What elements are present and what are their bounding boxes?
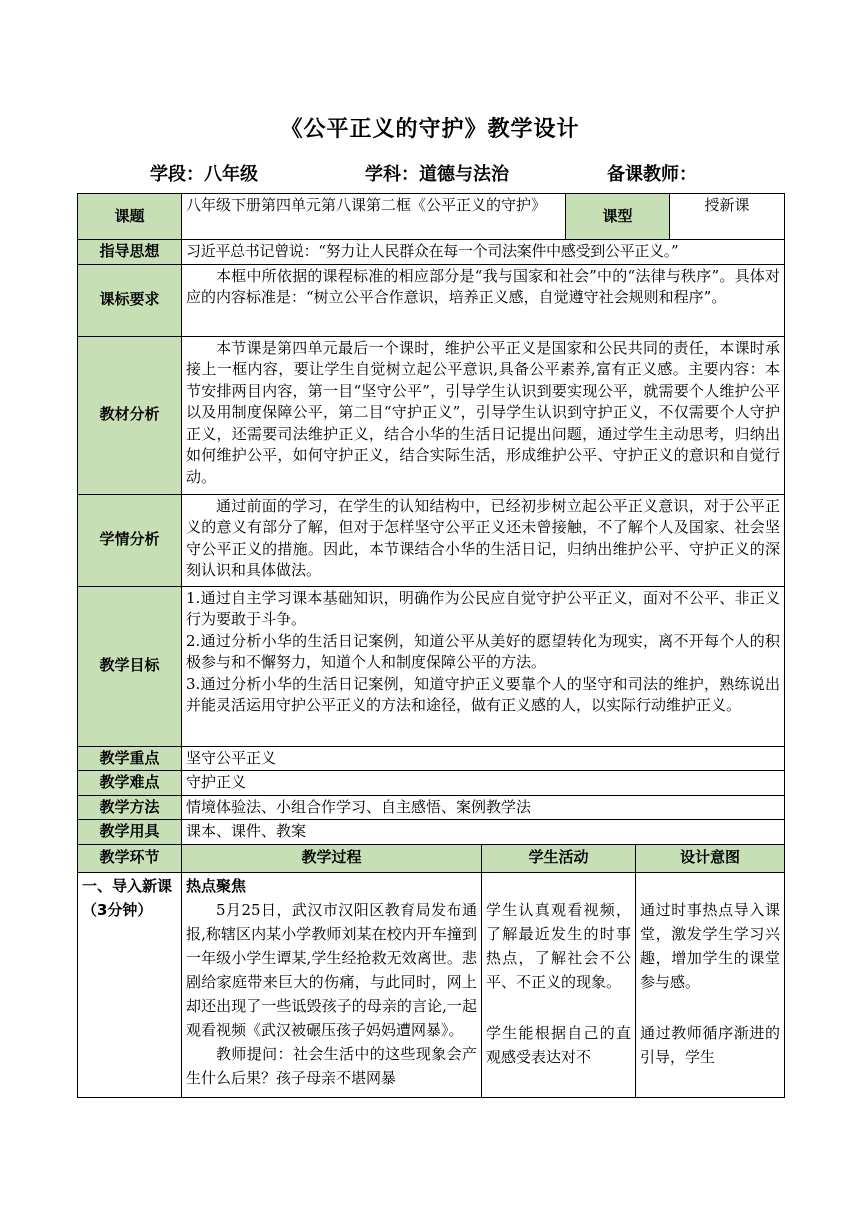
intent-header: 设计意图 [636,844,785,872]
difficulty-label: 教学难点 [78,771,182,796]
goal-item: 2.通过分析小华的生活日记案例，知道公平从美好的愿望转化为现实，离不开每个人的积极参与和不懈努力，知道个人和制度保障公平的方法。 [186,631,781,671]
key-value: 坚守公平正义 [182,746,785,771]
row-intro [78,872,785,1097]
row-tools [78,820,785,845]
method-value: 情境体验法、小组合作学习、自主感悟、案例教学法 [182,795,785,820]
intro-para-1: 5月25日，武汉市汉阳区教育局发布通报,称辖区内某小学教师刘某在校内开车撞到一年级小学生谭某,学生经抢救无效离世。悲剧给家庭带来巨大的伤痛，与此同时，网上却还出现了一些诋毁孩子的母亲的言论,一起观看视频《武汉被碾压孩子妈妈遭网暴》。 [186,900,477,1039]
lesson-plan-table [77,193,785,1098]
row-learner [78,494,785,586]
intro-intent [636,872,785,1097]
goals-value [182,586,785,746]
intro-process [182,872,482,1097]
goal-item: 1.通过自主学习课本基础知识，明确作为公民应自觉守护公平正义，面对不公平、非正义行为要敢于斗争。 [186,588,781,628]
standard-value [182,264,785,336]
tools-label: 教学用具 [78,820,182,845]
intro-activity-2: 学生能根据自己的直观感受表达对不 [486,1023,632,1066]
intro-activity [482,872,636,1097]
topic-label: 课题 [78,194,182,240]
material-text: 本节课是第四单元最后一个课时，维护公平正义是国家和公民共同的责任，本课时承接上一框内容，要让学生自觉树立起公平意识,具备公平素养,富有正义感。主要内容：本节安排两目内容，第一目“坚守公平”，引导学生认识到要实现公平，就需要个人维护公平以及用制度保障公平，第二目“守护正义”，引导学生认识到守护正义，不仅需要个人守护正义，还需要司法维护正义，结合小华的生活日记提出问题，通过学生主动思考，归纳出如何维护公平，如何守护正义，结合实际生活，形成维护公平、守护正义的意识和自觉行动。 [186,338,781,486]
row-process-header [78,844,785,872]
difficulty-value: 守护正义 [182,771,785,796]
row-key [78,746,785,771]
row-standard [78,264,785,336]
material-label: 教材分析 [78,336,182,494]
tools-value: 课本、课件、教案 [182,820,785,845]
subject-field: 学科：道德与法治 [365,164,509,185]
intro-activity-1: 学生认真观看视频，了解最近发生的时事热点，了解社会不公平、不正义的现象。 [486,900,632,991]
stage-field: 学段：八年级 [150,164,258,185]
stage-header: 教学环节 [78,844,182,872]
guiding-label: 指导思想 [78,240,182,265]
document-title: 《公平正义的守护》教学设计 [280,117,580,142]
row-guiding [78,240,785,265]
learner-text: 通过前面的学习，在学生的认知结构中，已经初步树立起公平正义意识，对于公平正义的意义有部分了解，但对于怎样坚守公平正义还未曾接触，不了解个人及国家、社会坚守公平正义的措施。因此，本节课结合小华的生活日记，归纳出维护公平、守护正义的深刻认识和具体做法。 [186,496,781,579]
row-method [78,795,785,820]
row-goals [78,586,785,746]
topic-value: 八年级下册第四单元第八课第二框《公平正义的守护》 [182,194,566,240]
intro-intent-1: 通过时事热点导入课堂，激发学生学习兴趣，增加学生的课堂参与感。 [640,900,781,991]
type-value: 授新课 [670,194,785,240]
intro-heading: 热点聚焦 [186,876,247,895]
process-header: 教学过程 [182,844,482,872]
row-difficulty [78,771,785,796]
activity-header: 学生活动 [482,844,636,872]
standard-text: 本框中所依据的课程标准的相应部分是“我与国家和社会”中的“法律与秩序”。具体对应的内容标准是：“树立公平合作意识，培养正义感，自觉遵守社会规则和程序”。 [186,266,781,306]
goals-label: 教学目标 [78,586,182,746]
method-label: 教学方法 [78,795,182,820]
standard-label: 课标要求 [78,264,182,336]
learner-value [182,494,785,586]
teacher-field: 备课教师： [607,164,697,185]
intro-intent-2: 通过教师循序渐进的引导，学生 [640,1023,781,1066]
type-label: 课型 [566,194,670,240]
learner-label: 学情分析 [78,494,182,586]
goal-item: 3.通过分析小华的生活日记案例，知道守护正义要靠个人的坚守和司法的维护，熟练说出并能灵活运用守护公平正义的方法和途径，做有正义感的人，以实际行动维护正义。 [186,674,781,714]
intro-para-2: 教师提问：社会生活中的这些现象会产生什么后果？孩子母亲不堪网暴 [186,1044,477,1087]
intro-stage: 一、导入新课（3分钟） [78,872,182,1097]
key-label: 教学重点 [78,746,182,771]
row-material [78,336,785,494]
material-value [182,336,785,494]
row-topic [78,194,785,240]
guiding-value: 习近平总书记曾说：“努力让人民群众在每一个司法案件中感受到公平正义。” [182,240,785,265]
